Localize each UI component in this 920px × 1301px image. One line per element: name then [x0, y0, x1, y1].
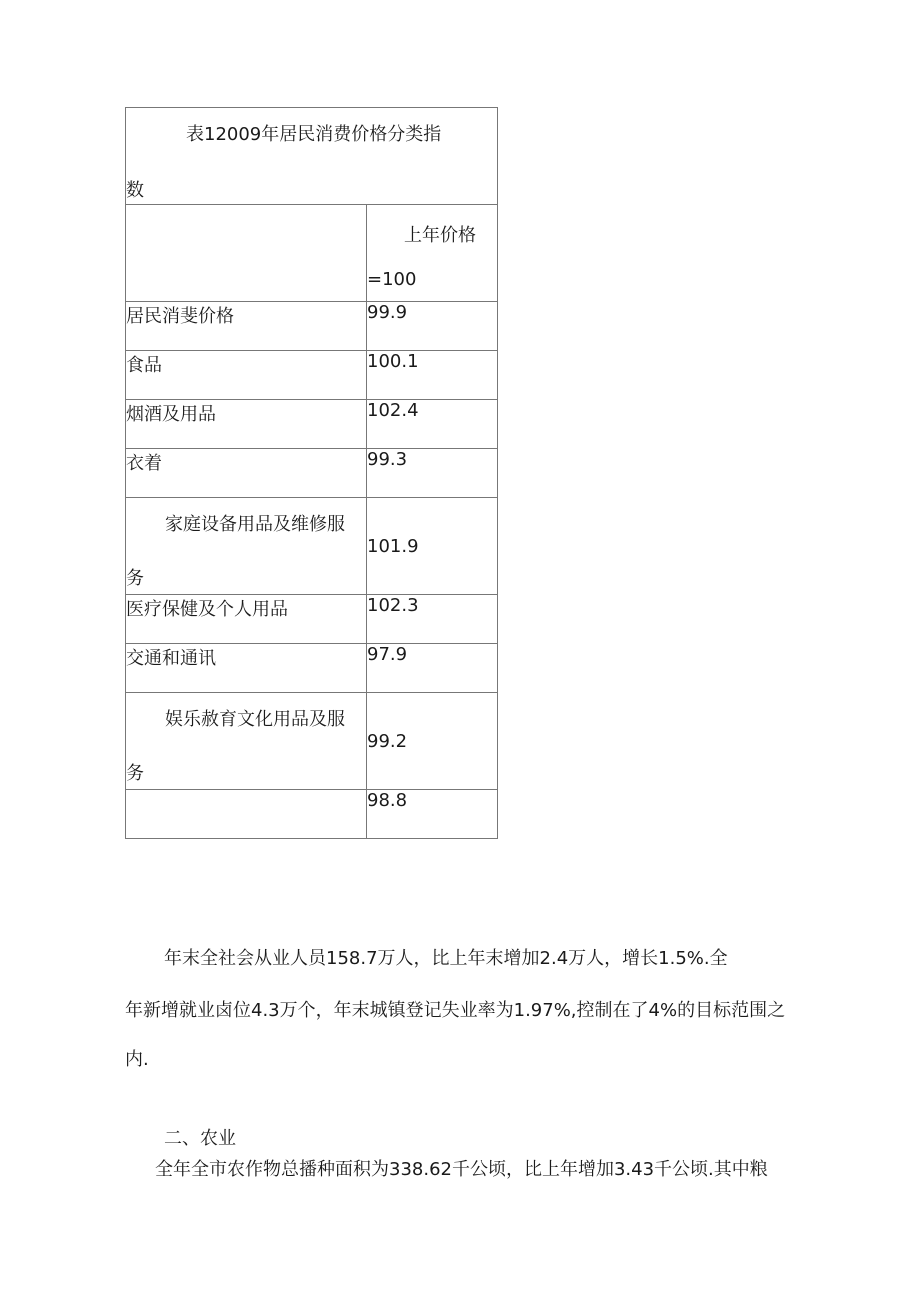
category-label: [126, 790, 367, 839]
table-row: [126, 351, 498, 400]
table-row: [126, 302, 498, 351]
table-row: [126, 498, 498, 595]
category-label-cell: [126, 693, 367, 790]
paragraph-line: 内.: [125, 1049, 149, 1070]
header-value-cell: [367, 205, 498, 302]
category-label: 娱乐赦育文化用品及服: [165, 709, 345, 730]
index-value: 102.4: [367, 400, 498, 449]
paragraph-line: 全年全市农作物总播种面积为338.62千公顷，比上年增加3.43千公顷.其中粮: [155, 1159, 768, 1180]
category-label-continued: 务: [126, 763, 144, 784]
column-header: 上年价格: [404, 225, 476, 246]
category-label: 家庭设备用品及维修服: [165, 514, 345, 535]
table-row: [126, 449, 498, 498]
category-label: 衣着: [126, 449, 367, 498]
category-label: 交通和通讯: [126, 644, 367, 693]
index-value: 97.9: [367, 644, 498, 693]
index-value: 99.2: [367, 693, 498, 790]
table-row: [126, 644, 498, 693]
table-row: [126, 595, 498, 644]
category-label-cell: [126, 498, 367, 595]
column-header-continued: =100: [367, 269, 417, 290]
table-title-continued: 数: [126, 180, 144, 201]
index-value: 98.8: [367, 790, 498, 839]
table-row: [126, 693, 498, 790]
header-empty-cell: [126, 205, 367, 302]
table-row: [126, 400, 498, 449]
paragraph-line: 年末全社会从业人员158.7万人，比上年末增加2.4万人，增长1.5%.全: [164, 948, 728, 969]
category-label: 烟酒及用品: [126, 400, 367, 449]
cpi-table: [125, 107, 498, 839]
index-value: 99.3: [367, 449, 498, 498]
index-value: 100.1: [367, 351, 498, 400]
category-label: 居民消斐价格: [126, 302, 367, 351]
category-label: 医疗保健及个人用品: [126, 595, 367, 644]
index-value: 99.9: [367, 302, 498, 351]
paragraph-line: 年新增就业卤位4.3万个，年末城镇登记失业率为1.97%,控制在了4%的目标范围之: [125, 1000, 786, 1021]
index-value: 102.3: [367, 595, 498, 644]
table-title: 表12009年居民消费价格分类指: [186, 124, 442, 145]
section-heading: 二、农业: [164, 1128, 236, 1149]
category-label-continued: 务: [126, 568, 144, 589]
table-title-cell: [126, 108, 498, 205]
index-value: 101.9: [367, 498, 498, 595]
category-label: 食品: [126, 351, 367, 400]
table-row: [126, 790, 498, 839]
